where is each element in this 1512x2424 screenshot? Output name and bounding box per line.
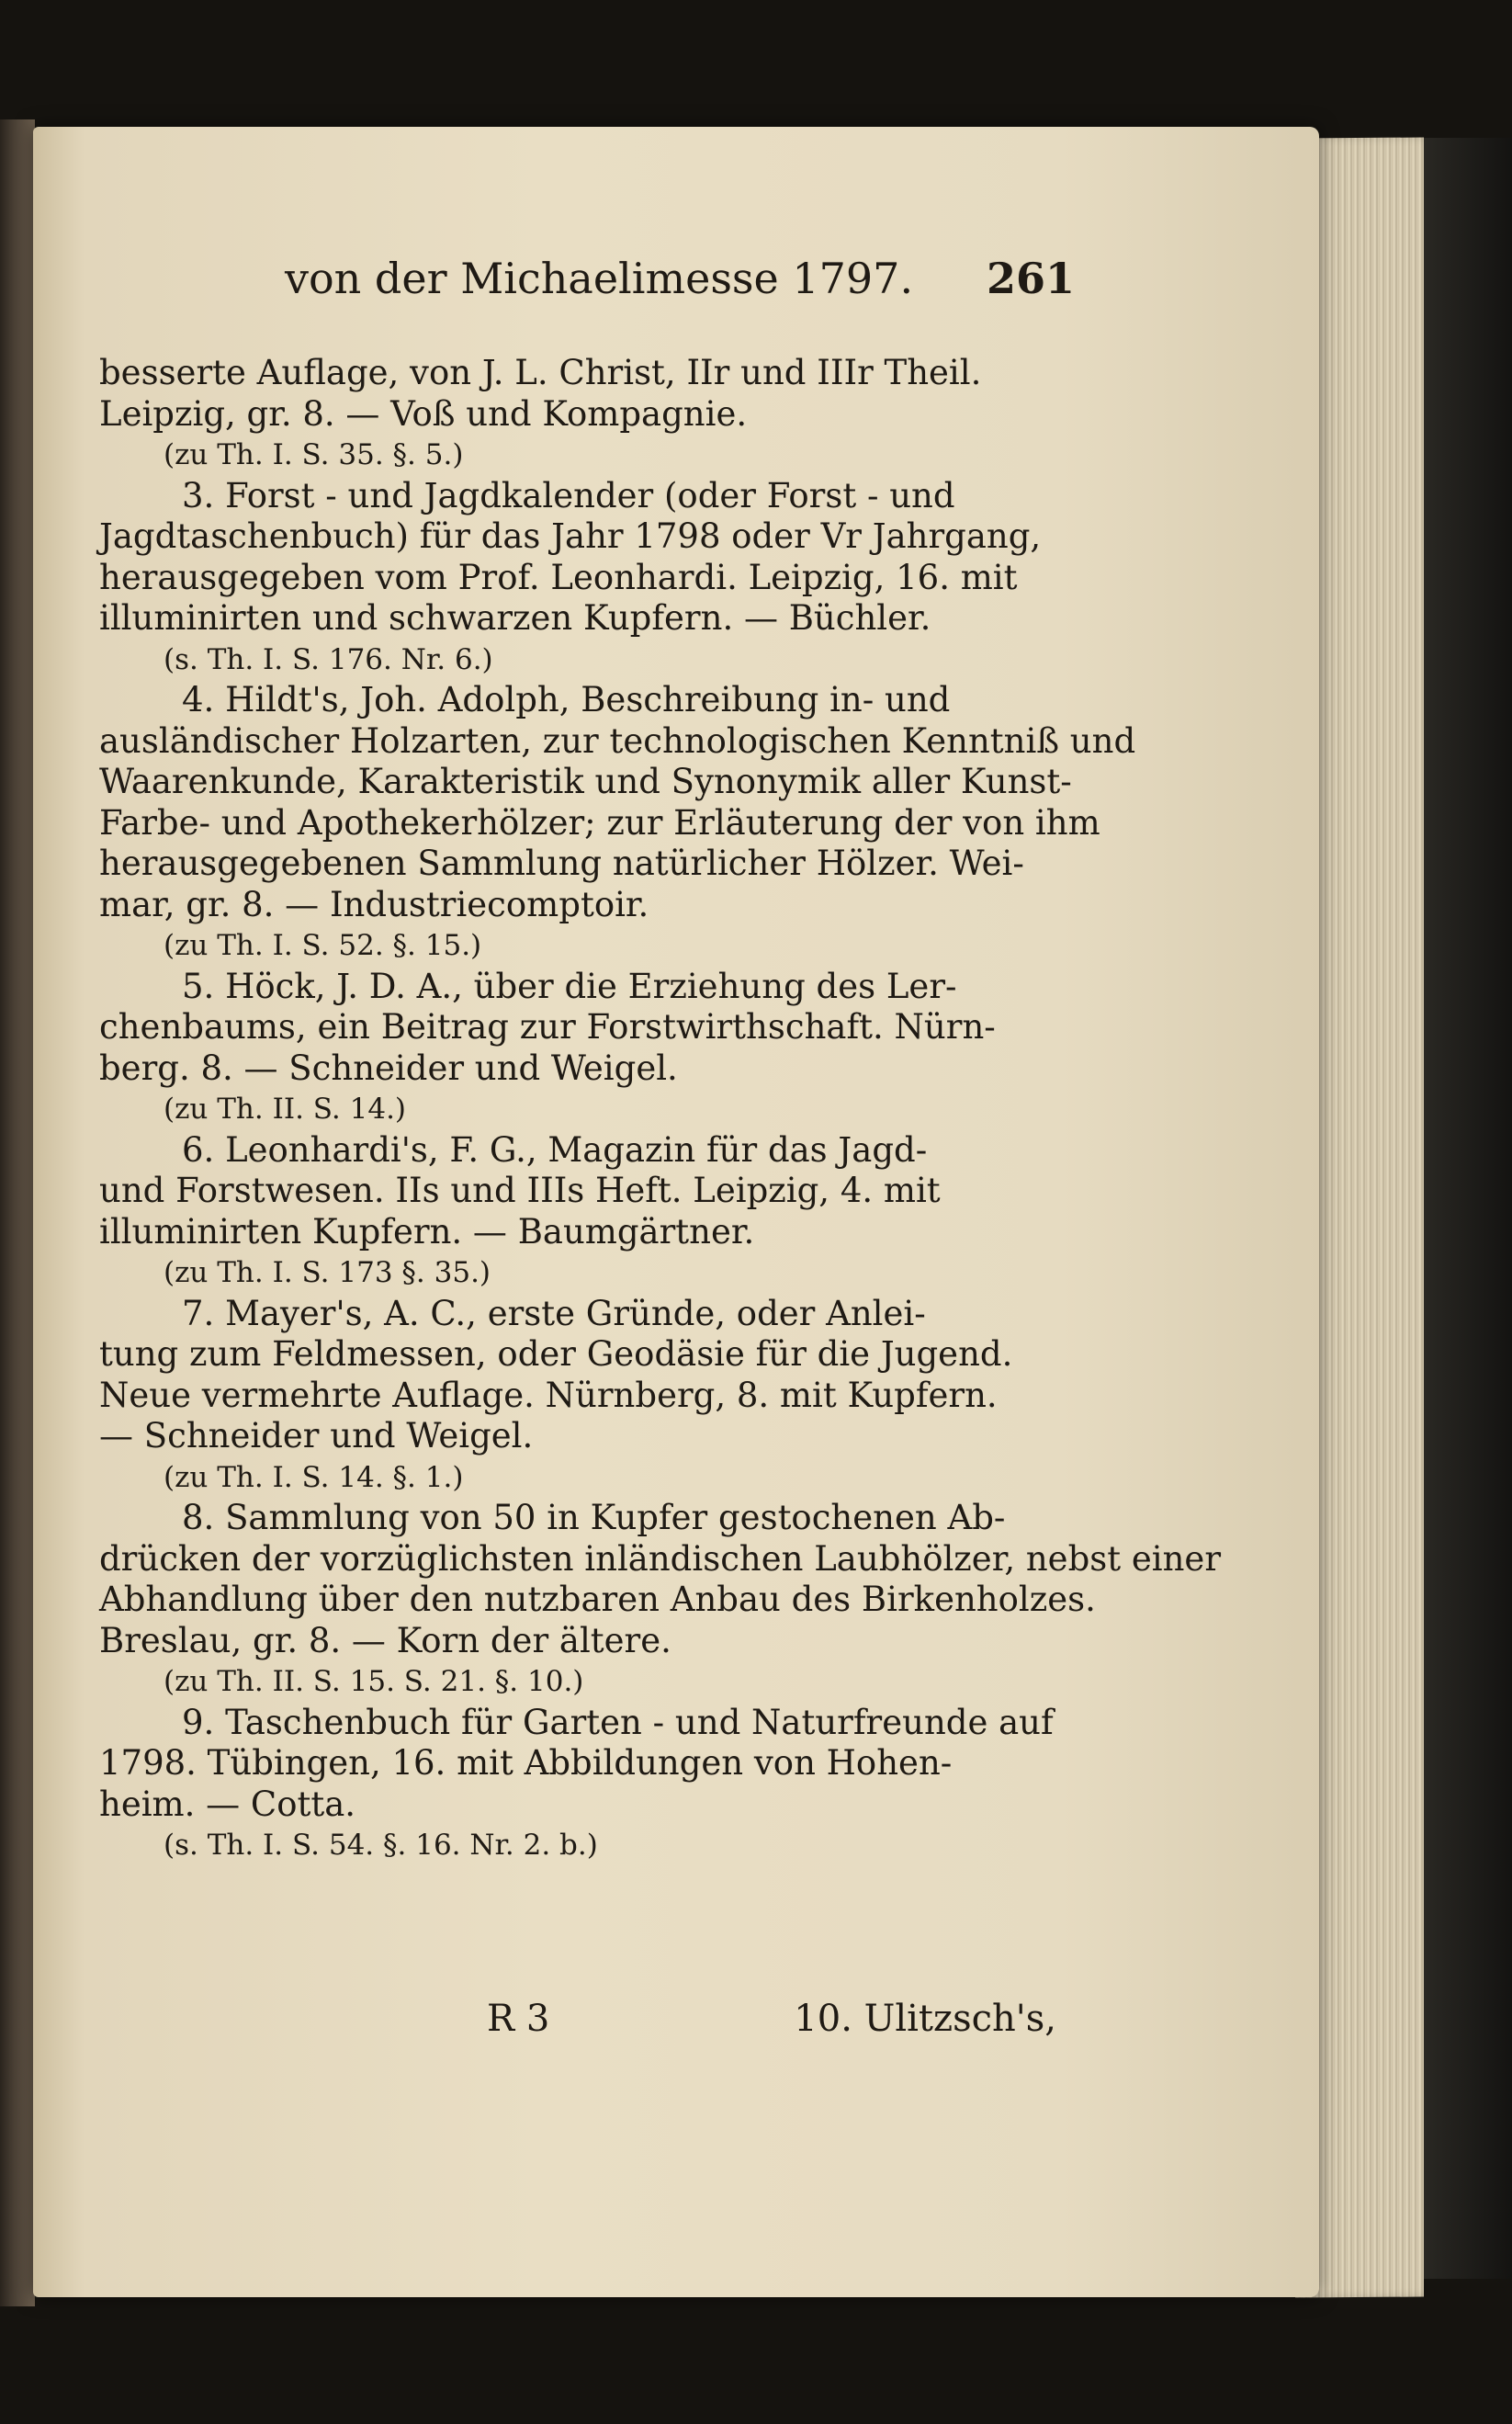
reference-line: (s. Th. I. S. 54. §. 16. Nr. 2. b.) [164, 1829, 598, 1862]
text-line: tung zum Feldmessen, oder Geodäsie für die Jugend. [99, 1334, 1013, 1374]
text-line: herausgegeben vom Prof. Leonhardi. Leipzig, 16. mit [99, 557, 1018, 597]
text-line: und Forstwesen. IIs und IIIs Heft. Leipzig, 4. mit [99, 1171, 941, 1210]
text-line: 3. Forst - und Jagdkalender (oder Forst - und [182, 475, 955, 515]
text-line: 5. Höck, J. D. A., über die Erziehung des Ler- [182, 966, 957, 1006]
text-line: 6. Leonhardi's, F. G., Magazin für das Jagd- [182, 1129, 928, 1170]
page-footer [487, 1998, 1056, 2053]
page-number: 261 [986, 254, 1075, 303]
text-line: — Schneider und Weigel. [99, 1416, 534, 1456]
book-spine-left [0, 119, 35, 2306]
text-line: 8. Sammlung von 50 in Kupfer gestochenen Ab- [182, 1498, 1006, 1537]
catchword: 10. Ulitzsch's, [794, 1998, 1056, 2040]
running-title: von der Michaelimesse 1797. [285, 254, 914, 303]
reference-line: (zu Th. I. S. 35. §. 5.) [164, 438, 464, 471]
reference-line: (zu Th. II. S. 15. S. 21. §. 10.) [164, 1665, 584, 1698]
text-line: Breslau, gr. 8. — Korn der ältere. [99, 1620, 671, 1660]
text-line: 1798. Tübingen, 16. mit Abbildungen von Hohen- [99, 1743, 953, 1783]
text-line: berg. 8. — Schneider und Weigel. [99, 1048, 678, 1088]
text-line: ausländischer Holzarten, zur technologischen Kenntniß und [99, 720, 1136, 761]
text-line: Abhandlung über den nutzbaren Anbau des Birkenholzes. [99, 1580, 1096, 1619]
book-cover-right [1415, 138, 1512, 2279]
text-line: Waarenkunde, Karakteristik und Synonymik aller Kunst- [99, 762, 1072, 801]
text-line: heim. — Cotta. [99, 1784, 356, 1824]
text-line: besserte Auflage, von J. L. Christ, IIr und IIIr Theil. [99, 353, 982, 392]
reference-line: (zu Th. I. S. 52. §. 15.) [164, 929, 482, 962]
text-line: herausgegebenen Sammlung natürlicher Hölzer. Wei- [99, 844, 1024, 883]
text-line: Neue vermehrte Auflage. Nürnberg, 8. mit Kupfern. [99, 1375, 998, 1415]
reference-line: (zu Th. II. S. 14.) [164, 1093, 407, 1126]
text-line: Jagdtaschenbuch) für das Jahr 1798 oder Vr Jahrgang, [99, 516, 1042, 556]
reference-line: (s. Th. I. S. 176. Nr. 6.) [164, 642, 493, 676]
text-line: 4. Hildt's, Joh. Adolph, Beschreibung in- und [182, 680, 951, 719]
text-line: 7. Mayer's, A. C., erste Gründe, oder Anlei- [182, 1293, 926, 1333]
reference-line: (zu Th. I. S. 173 §. 35.) [164, 1256, 491, 1289]
text-line: drücken der vorzüglichsten inländischen Laubhölzer, nebst einer [99, 1538, 1222, 1579]
signature-mark: R 3 [487, 1998, 550, 2040]
text-line: illuminirten Kupfern. — Baumgärtner. [99, 1211, 755, 1252]
text-line: mar, gr. 8. — Industriecomptoir. [99, 884, 649, 924]
body-text [99, 353, 1222, 1866]
reference-line: (zu Th. I. S. 14. §. 1.) [164, 1460, 464, 1494]
text-line: Farbe- und Apothekerhölzer; zur Erläuterung der von ihm [99, 802, 1100, 843]
page-header [276, 254, 1075, 318]
text-line: chenbaums, ein Beitrag zur Forstwirthschaft. Nürn- [99, 1007, 996, 1047]
text-line: 9. Taschenbuch für Garten - und Naturfreunde auf [182, 1702, 1054, 1742]
text-line: Leipzig, gr. 8. — Voß und Kompagnie. [99, 393, 748, 434]
text-line: illuminirten und schwarzen Kupfern. — Büchler. [99, 598, 931, 638]
